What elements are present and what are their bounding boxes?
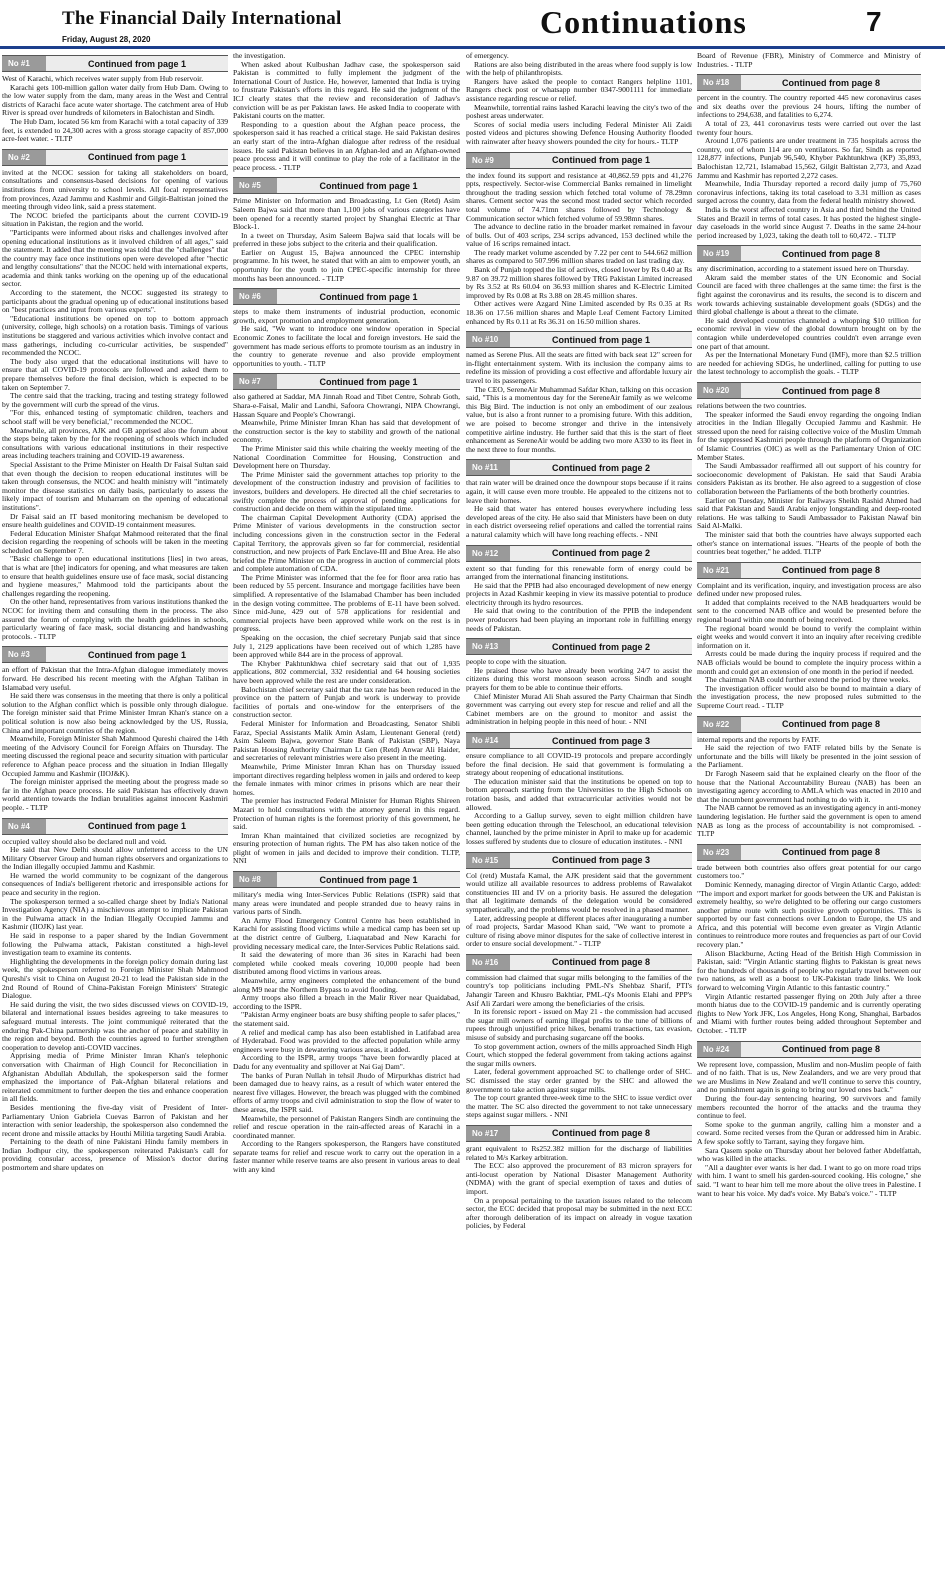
story-paragraph: percent in the country. The country reported 445 new coronavirus cases and six deaths over the previous 24 hours, lifting the number of infections to 294,638, and fatalities to 6,274. — [697, 93, 921, 120]
story-paragraph: "Pakistan Army engineer boats are busy shifting people to safer places," the statement said. — [233, 1010, 460, 1028]
section-title: Continuations — [540, 4, 747, 40]
story-paragraph: He said during the visit, the two sides discussed views on COVID-19, bilateral and international issues besides agreeing to take measures to safeguard mutual interests. The joint communiqué reiterated that the enduring Pak-China partnership was the anchor of peace and stability in the region and beyond. Both the countries agreed to further strengthen cooperation to develop anti-COVID vaccines. — [2, 999, 228, 1052]
continuation-header — [466, 732, 692, 749]
continued-from-label: Continued from page 8 — [781, 77, 880, 88]
story-paragraph: relations between the two countries. — [697, 401, 807, 410]
story-paragraph: The NCOC briefed the participants about the current COVID-19 situation in Pakistan, the region and the world. — [2, 210, 228, 229]
story-paragraph: The regional board would be bound to verify the complaint within eight weeks and would convert it into an inquiry after receiving credible information on it. — [697, 623, 921, 650]
story-paragraph: trade between both countries also offers great potential for our cargo customers too." — [697, 862, 921, 881]
story-paragraph: In a tweet on Thursday, Asim Saleem Bajwa said that locals will be preferred in these jobs subject to the criteria and their qualification. — [233, 230, 460, 249]
story-paragraph: Alison Blackburne, Acting Head of the British High Commission in Pakistan, said: "Virgin Atlantic starting flights to Pakistan is great news for the hundreds of thousands of people who regularly travel between our two nations, as well as a boost to UK-Pakistan trade links. We look forward to welcoming Virgin Atlantic to this fantastic country." — [697, 948, 921, 993]
story-4-continued — [233, 52, 460, 172]
story-paragraph: Meanwhile, the personnel of Pakistan Rangers Sindh are continuing the relief and rescue operation in the rain-affected areas of Karachi in a coordinated manner. — [233, 1113, 460, 1140]
story-paragraph: "For this, enhanced testing of symptomatic children, teachers and school staff will be very beneficial," recommended the NCOC. — [2, 408, 228, 426]
continuation-header — [466, 954, 692, 971]
story-number-tag: No #23 — [697, 845, 741, 860]
continued-from-label: Continued from page 2 — [551, 641, 650, 652]
continuation-header — [466, 459, 692, 476]
story-paragraph: India is the worst affected country in Asia and third behind the United States and Brazil in terms of total cases. It has posted the highest single-day caseloads in the world since August 7. Deaths in the same 24-hour period increased by 1,023, taking the death toll to 60,472. - TLTP — [697, 204, 921, 240]
column-1 — [2, 52, 228, 1582]
story-6 — [233, 288, 460, 368]
story-paragraph: Around 1,076 patients are under treatment in 735 hospitals across the country, out of whom 114 are on ventilators. So far, Sindh as reported 128,877 infections, Punjab 96,540, Khyber Pakhtunkhwa (KP) 35,893, Balochistan 12,721, Islamabad 15,562, Gilgit Baltistan 2,773, and Azad Jammu and Kashmir has reported 2,272 cases. — [697, 136, 921, 180]
story-23 — [697, 844, 921, 1036]
masthead — [0, 0, 945, 50]
story-paragraph: The foreign minister apprised the meeting about the progress made so far in the Afghan peace process. He said Pakistan has effectively drawn world attention towards the Indian brutalities against innocent Kashmiri people. - TLTP — [2, 777, 228, 812]
story-paragraph: Dr Faisal said an IT based monitoring mechanism be developed to ensure health guidelines and COVID-19 containment measures. — [2, 511, 228, 530]
story-paragraph: He said that water has entered houses everywhere including less developed areas of the city. He also said that Ministers have been on duty in each district overseeing relief operations and called the torrential rains a natural calamity which will have long reaching effects. - NNI — [466, 504, 692, 539]
story-paragraph: Meanwhile, Prime Minister Imran Khan has on Thursday issued important directives regarding helpless women in jails and ordered to keep the female inmates with minor crimes in prisons which are near their homes. — [233, 761, 460, 797]
story-number-tag: No #13 — [466, 639, 510, 654]
continuation-header — [697, 382, 921, 399]
story-paragraph: Meanwhile, India Thursday reported a record daily jump of 75,760 coronavirus infections, taking its total caseload to 3.31 million as cases surged across the country, data from the federal health ministry showed. — [697, 179, 921, 206]
continuation-header — [466, 852, 692, 869]
story-paragraph: "Participants were informed about risks and challenges involved after opening educational institutions as it involved children of all ages," said the statement. It added that the meeting was told that the "challenges" that the country may face once institutions open were developed after "hectic and lengthy consultations" that the NCOC held with international experts, academia and think tanks working on the opening up of the educational sector. — [2, 227, 228, 289]
story-paragraph: Chief Minister Murad Ali Shah assured the Party Chairman that Sindh government was carrying out every step for rescue and relief and all the Cabinet members are on the ground to monitor and assist the administration in helping people in this need of hour. - NNI — [466, 691, 692, 727]
column-3 — [466, 52, 692, 1582]
continued-from-label: Continued from page 1 — [87, 821, 186, 831]
story-paragraph: A total of 23, 441 coronavirus tests were carried out over the last twenty four hours. — [697, 118, 921, 137]
story-9 — [466, 152, 692, 327]
story-paragraph: The minister said that both the countries have always supported each other's stance on international issues. "Hearts of the people of both the countries beat together," he added. TLTP — [697, 529, 921, 557]
story-paragraph: Apprising media of Prime Minister Imran Khan's telephonic conversation with Chairman of High Council for Reconciliation in Afghanistan Abdullah Abdullah, the spokesperson said the former emphasized the importance of Pak-Afghan bilateral relations and reiterated commitment to further deepen the ties and enhance cooperation in all fields. — [2, 1051, 228, 1104]
story-12 — [466, 545, 692, 634]
continued-from-label: Continued from page 8 — [781, 847, 880, 858]
story-paragraph: The NAB cannot be removed as an investigating agency in anti-money laundering legislation. He further said the government is open to amend NAB as long as the process of accountability is not compromised. - TLTP — [697, 803, 921, 839]
continuation-header — [233, 288, 460, 305]
story-24 — [697, 1041, 921, 1199]
story-paragraph: He said there was consensus in the meeting that there is only a political solution to the Afghan conflict which is possible only through dialogue. The foreign minister said that Prime Minister Imran Khan's stance on a political solution is now also being acknowledged by the US, Russia, China and important countries of the region. — [2, 691, 228, 735]
story-19 — [697, 245, 921, 377]
story-number-tag: No #11 — [466, 460, 510, 475]
issue-date: Friday, August 28, 2020 — [62, 35, 151, 44]
story-paragraph: Meanwhile, torrential rains lashed Karachi leaving the city's two of the poshest areas underwater. — [466, 102, 692, 121]
story-paragraph: The education minister said that the institutions be opened on top to bottom approach starting from the Universities to the High Schools on rotation basis, and added that extracurricular activities would not be allowed. — [466, 776, 692, 812]
story-paragraph: Dr Farogh Naseem said that he explained clearly on the floor of the house that the National Accountability Bureau (NAB) has been an investigating agency according to AMLA which was enacted in 2010 and that the incumbent government had nothing to do with it. — [697, 768, 921, 804]
story-number-tag: No #7 — [233, 374, 277, 389]
story-paragraph: people to cope with the situation. — [466, 657, 567, 667]
paper-name: The Financial Daily International — [62, 8, 342, 29]
story-8 — [233, 871, 460, 1175]
story-paragraph: Akram said the member states of the UN Economic and Social Council are faced with three challenges at the same time: the first is the fight against the coronavirus and its results, the second is to discern and work towards achieving sustainable development goals (SDGs) and the third global challenge is about a threat to the climate. — [697, 272, 921, 317]
story-14 — [466, 732, 692, 847]
story-22 — [697, 716, 921, 839]
story-paragraph: Virgin Atlantic restarted passenger flying on 20th July after a three month hiatus due to the COVID-19 pandemic and is currently operating flights to New York JFK, Los Angeles, Hong Kong, Shanghai, Barbados and Miami with further routes being added throughout September and October. - TLTP — [697, 991, 921, 1035]
story-paragraph: He said that the PPIB had also encouraged development of new energy projects in Azad Kashmir keeping in view its massive potential to produce electricity through its hydro resources. — [466, 580, 692, 607]
story-paragraph: The ready market volume ascended by 7.22 per cent to 544.662 million shares as compared to 507.996 million shares traded on last trading day. — [466, 247, 692, 266]
story-number-tag: No #18 — [697, 75, 741, 90]
story-paragraph: To stop government action, owners of the mills approached Sindh High Court, which stopped the federal government from taking actions against the sugar mills owners. — [466, 1041, 692, 1068]
story-paragraph: Special Assistant to the Prime Minister on Health Dr Faisal Sultan said that even though the decision to reopen educational institutes will be taken through consensus, the NCOC and health ministry will "intimately monitor the disease statistics on daily basis, particularly to assess the likely impact of tourism and Muharram on the opening of educational institutions". — [2, 459, 228, 512]
story-number-tag: No #15 — [466, 853, 510, 868]
continuation-header — [466, 638, 692, 655]
story-paragraph: The Hub Dam, located 56 km from Karachi with a total capacity of 339 feet, is extended to 24,300 acres with a gross storage capacity of 857,000 acre-feet water. - TLTP — [2, 116, 228, 144]
story-paragraph: The body also urged that the educational institutions will have to ensure that all COVID-19 protocols are followed and asked them to prepare themselves before the final decision, which is expected to be taken on September 7. — [2, 356, 228, 392]
story-number-tag: No #1 — [2, 56, 46, 71]
story-paragraph: that rain water will be drained once the downpour stops because if it rains again, it will cause even more trouble. He appealed to the citizens not to leave their homes. — [466, 478, 692, 505]
story-number-tag: No #14 — [466, 733, 510, 748]
story-paragraph: Karachi gets 100-million gallon water daily from Hub Dam. Owing to the low water supply from the dam, many areas in the West and Central districts of Karachi face acute water shortage. The catchment area of Hub River is spread over hundreds of kilometers in Balochistan and Sindh. — [2, 82, 228, 118]
story-paragraph: the investigation. — [233, 52, 286, 60]
story-paragraph: military's media wing Inter-Services Public Relations (ISPR) said that many areas were inundated and people stranded due to heavy rains in various parts of Sindh. — [233, 890, 460, 917]
continued-from-label: Continued from page 1 — [87, 649, 186, 660]
story-paragraph: It added that complaints received to the NAB headquarters would be sent to the concerned NAB office and would be presented before the regional board within one month of being received. — [697, 597, 921, 625]
story-5 — [233, 177, 460, 283]
story-paragraph: occupied valley should also be declared null and void. — [2, 836, 167, 846]
story-paragraph: "Basic challenge to open educational institutions [lies] in two areas, that is what are [the] indicators for opening, and what measures are taken to ensure that health guidelines ensure use of face mask, social distancing and hygiene measures," Mahmood told the participants about the challenges regarding the reopening. — [2, 554, 228, 598]
continuation-header — [466, 331, 692, 348]
story-paragraph: Bank of Punjab topped the list of actives, closed lower by Rs 0.40 at Rs 9.87 on 39.72 million shares followed by TRG Pakistan Limited increased by Rs 3.52 at Rs 60.04 on 36.93 million shares and K-Electric Limited improved by Rs 0.08 at Rs 3.88 on 28.45 million shares. — [466, 265, 692, 300]
continued-from-label: Continued from page 8 — [781, 1044, 880, 1055]
story-paragraph: The chairman NAB could further extend the period by three weeks. — [705, 675, 911, 685]
story-paragraph: The Khyber Pakhtunkhwa chief secretary said that out of 1,935 applications, 802 commercial, 332 residential and 64 housing societies have been approved while the rest are under consideration. — [233, 658, 460, 685]
story-paragraph: The centre said that the tracking, tracing and testing strategy followed by the government will curb the spread of the virus. — [2, 391, 228, 409]
story-13 — [466, 638, 692, 727]
story-paragraph: Prime Minister on Information and Broadcasting, Lt Gen (Retd) Asim Saleem Bajwa said that more than 1,100 jobs of various categories have been opened for a recently started project by Shanghai Electric at Thar Block-1. — [233, 196, 460, 232]
continued-from-label: Continued from page 8 — [781, 719, 880, 730]
story-10 — [466, 331, 692, 454]
column-2 — [233, 52, 460, 1582]
story-paragraph: The premier has instructed Federal Minister for Human Rights Shireen Mazari to hold consultations with the attorney general in this regard. Protection of human rights is the foremost priority of this government, he said. — [233, 796, 460, 832]
story-paragraph: Army troops also filled a breach in the Malir River near Quaidabad, according to the ISPR. — [233, 993, 460, 1011]
article-columns — [0, 52, 945, 1582]
story-paragraph: According to the ISPR, army troops "have been forwardly placed at Dadu for any eventuality and spillover at Nai Gaj Dam". — [233, 1053, 460, 1071]
story-number-tag: No #5 — [233, 178, 277, 193]
story-paragraph: On the other hand, representatives from various institutions thanked the NCOC for inviting them and consulting them in the process. The also assured the forum of complying with the health guidelines in schools, particularly wearing of face mask, social distancing and handwashing protocols. - TLTP — [2, 597, 228, 641]
continued-from-label: Continued from page 8 — [781, 248, 880, 259]
story-paragraph: On a proposal pertaining to the taxation issues related to the telecom sector, the ECC decided that proposal may be submitted in the next ECC after thorough deliberation of its impact on already in vogue taxation policies, by Federal — [466, 1195, 692, 1231]
story-paragraph: Earlier on August 15, Bajwa announced the CPEC internship programme. In his tweet, he stated that with an aim to empower youth, an opportunity for the youth to join CPEC-specific internship for three months has been announced. - TLTP — [233, 247, 460, 283]
story-paragraph: Meanwhile, Foreign Minister Shah Mahmood Qureshi chaired the 14th meeting of the Advisory Council for Foreign Affairs on Thursday. The meeting discussed the regional peace and security situation with particular reference to Afghan peace process and the situation in Indian Illegally Occupied Jammu and Kashmir (IIOJ&K). — [2, 734, 228, 778]
story-paragraph: The Prime Minister was informed that the fee for floor area ratio has been reduced by 55 percent. Insurance and mortgage facilities have been simplified. A representative of the Islamabad Chamber has been included in the design voting committee. The problems of E-11 have been solved. Since mid-June, 429 out of 578 applications for residential and commercial projects have been approved while work on the rest is in progress. — [233, 572, 460, 634]
continuation-header — [697, 74, 921, 91]
story-paragraph: "All a daughter ever wants is her dad. I want to go on more road trips with him. I want to smell his garden-sourced cooking. His cologne," she said. "I want to hear him tell me more about the olive trees in Palestine. I want to hear his voice. My dad's voice. My Baba's voice." - TLTP — [697, 1162, 921, 1198]
page-number: 7 — [866, 6, 882, 37]
continuation-header — [233, 871, 460, 888]
story-number-tag: No #16 — [466, 955, 510, 970]
story-paragraph: Highlighting the developments in the foreign policy domain during last week, the spokesperson referred to Foreign Minister Shah Mahmood Qureshi's visit to China on August 20-21 to lead the Pakistan side in the 2nd Round of Round of China-Pakistan Foreign Ministers' Strategic Dialogue. — [2, 956, 228, 1001]
story-15 — [466, 852, 692, 949]
story-number-tag: No #20 — [697, 383, 741, 398]
story-paragraph: An Army Flood Emergency Control Centre has been established in Karachi for assisting flood victims while a medical camp has been set up at the district centre of Gulberg, Liaquatabad and New Karachi for providing necessary medical care, the Inter-Services Public Relations said. — [233, 915, 460, 951]
continued-from-label: Continued from page 3 — [551, 735, 650, 746]
continuation-header — [233, 373, 460, 390]
story-1 — [2, 55, 228, 144]
story-paragraph: The top court granted three-week time to the SHC to issue verdict over the matter. The SC also directed the government to not take unnecessary steps against sugar millers. - NNI — [466, 1093, 692, 1120]
story-paragraph: Scores of social media users including Federal Minister Ali Zaidi posted videos and pictures showing Defence Housing Authority flooded with rainwater after heavy showers pounded the city for hours.- TLTP — [466, 119, 692, 146]
story-paragraph: ensure compliance to all COVID-19 protocols and prepare accordingly before the final decision. He said that government is formulating a strategy about reopening of educational institutions. — [466, 751, 692, 778]
story-paragraph: When asked about Kulbushan Jadhav case, the spokesperson said Pakistan is committed to fully implement the judgment of the International Court of Justice. He, however, lamented that India is trying to frustrate Pakistan's efforts in this regard. He said the judgment of the ICJ clearly states that the review and reconsideration of Jadhav's conviction will be as per Pakistan laws. He asked India to cooperate with Pakistani courts on the matter. — [233, 59, 460, 121]
story-paragraph: Sara Qasem spoke on Thursday about her beloved father Abdelfattah, who was killed in the attacks. — [697, 1145, 921, 1164]
story-paragraph: the index found its support and resistance at 40,862.59 ppts and 41,276 ppts, respectively. Sector-wise Commercial Banks remained in limelight throughout the trading session which fetched total volume of 78.29mn shares. Cement sector was the second most traded sector which recorded total volume of 74.71mn shares followed by Technology & Communication sector which fetched volume of 59.98mn shares. — [466, 170, 692, 223]
story-paragraph: He said that New Delhi should allow unfettered access to the UN Military Observer Group and human rights observers and organizations to the Indian illegally occupied Jammu and Kashmir. — [2, 845, 228, 872]
story-paragraph: He said developed countries channeled a whopping $10 trillion for economic revival in view of the global downturn brought on by the contagion while underdeveloped countries couldn't even arrange even one part of that amount. — [697, 315, 921, 351]
story-paragraph: Imran Khan maintained that civilized societies are recognized by ensuring protection of human rights. The PM has also taken notice of the plight of women in jails and decided to improve their condition. TLTP, NNI — [233, 830, 460, 866]
continuation-header — [233, 177, 460, 194]
story-number-tag: No #6 — [233, 289, 277, 304]
story-paragraph: any discrimination, according to a statement issued here on Thursday. — [697, 264, 909, 274]
story-8-continued — [466, 52, 692, 147]
continuation-header — [466, 545, 692, 562]
story-paragraph: It said the dewatering of more than 36 sites in Karachi had been completed while cooked meals covering 10,000 people had been distributed among flood victims in various areas. — [233, 950, 460, 977]
story-paragraph: Later, addressing people at different places after inaugurating a number of road projects, Sardar Masood Khan said, "We want to promote a culture of rising above minor disputes for the sake of collective interest in order to ensure social development." - TLTP — [466, 913, 692, 949]
story-paragraph: invited at the NCOC session for taking all stakeholders on board, consultations and consensus-based decisions for opening of various institutions from university to school levels. All focal representatives from provinces, Azad Jammu and Kashmir and Gilgit-Baltistan joined the meeting through video link, said a press statement. — [2, 167, 228, 212]
story-4 — [2, 818, 228, 1173]
story-number-tag: No #22 — [697, 717, 741, 732]
story-paragraph: Meanwhile, Prime Minister Imran Khan has said that development of the construction sector is the key to stability and growth of the national economy. — [233, 418, 460, 445]
continued-from-label: Continued from page 1 — [551, 334, 650, 345]
story-paragraph: Federal Education Minister Shafqat Mahmood reiterated that the final decision regarding the reopening of schools will be taken in the meeting scheduled on September 7. — [2, 528, 228, 555]
story-paragraph: an effort of Pakistan that the Intra-Afghan dialogue immediately moves forward. He described his recent meeting with the Afghan Taliban in Islamabad very useful. — [2, 665, 228, 692]
story-paragraph: Rangers have asked the people to contact Rangers helpline 1101, Rangers check post or whatsapp number 0347-9001111 for immediate assistance regarding rescue or relief. — [466, 76, 692, 103]
story-paragraph: The speaker informed the Saudi envoy regarding the ongoing Indian atrocities in the Indian Illegally Occupied Jammu and Kashmir. He stressed upon the need for raising collective voice of the Muslim Ummah for the suppressed Kashmiri people through the platform of Organization of Islamic Countries (OIC) as well as the Parliamentary Union of OIC Member States. — [697, 409, 921, 462]
story-paragraph: He warned the world community to be cognizant of the dangerous consequences of India's belligerent rhetoric and irresponsible actions for peace and security in the region. — [2, 870, 228, 898]
story-paragraph: According to the statement, the NCOC suggested its strategy to participants about the gradual opening up of educational institutions based on "best practices and input from various experts". — [2, 288, 228, 315]
story-number-tag: No #4 — [2, 819, 46, 834]
story-18 — [697, 74, 921, 240]
story-paragraph: The Saudi Ambassador reaffirmed all out support of his country for socioeconomic development of Pakistan. He said that Saudi Arabia considers Pakistan as its brother. He also agreed to a suggestion of close collaboration between the Parliaments of the both brotherly countries. — [697, 461, 921, 496]
story-number-tag: No #12 — [466, 546, 510, 561]
story-paragraph: Federal Minister for Information and Broadcasting, Senator Shibli Faraz, Special Assistants Malik Amin Aslam, Lieutenant General (retd) Asim Saleem Bajwa, governor State Bank of Pakistan (SBP), Naya Pakistan Housing Authority Chairman Lt Gen (Retd) Anwar Ali Haider, and secretaries of relevant ministries were also present in the meeting. — [233, 718, 460, 763]
continued-from-label: Continued from page 1 — [87, 58, 186, 69]
continued-from-label: Continued from page 1 — [319, 291, 418, 302]
story-number-tag: No #24 — [697, 1042, 741, 1057]
story-number-tag: No #17 — [466, 1126, 510, 1141]
continued-from-label: Continued from page 1 — [319, 180, 418, 191]
story-paragraph: The Prime Minister said the government attaches top priority to the development of the construction industry and provision of facilities to investors, builders and developers. He directed all the chief secretaries to swiftly complete the process of approval of pending applications for construction and decide on them within the stipulated time. — [233, 469, 460, 514]
continued-from-label: Continued from page 1 — [551, 155, 650, 166]
story-paragraph: Rations are also being distributed in the areas where food supply is low with the help of philanthropists. — [466, 59, 692, 78]
continued-from-label: Continued from page 8 — [781, 385, 880, 396]
story-paragraph: commission had claimed that sugar mills belonging to the families of the country's top politicians including PML-N's Shehbaz Sharif, PTI's Jahangir Tareen and Khusro Bakhtiar, PML-Q's Moonis Elahi and PPP's Asif Ali Zardari were among the beneficiaries of the crisis. — [466, 972, 692, 1008]
masthead-rule — [0, 46, 945, 49]
story-paragraph: Meanwhile, all provinces, AJK and GB apprised also the forum about the steps being taken by the for the reopening of schools which included consultations with various educational institutions in their respective areas including teachers training and COVID-19 awareness. — [2, 425, 228, 461]
story-paragraph: We represent love, compassion, Muslim and non-Muslim people of faith and of no faith. That is us, New Zealanders, and we are very proud that we are Muslims in New Zealand and we'll continue to serve this country, and no punishment again is going to bring our loved ones back." — [697, 1059, 921, 1095]
story-20 — [697, 382, 921, 557]
story-paragraph: The investigation officer would also be bound to maintain a diary of the investigation process, the new proposed rules submitted to the Supreme Court read. - TLTP — [697, 683, 921, 710]
story-paragraph: The CEO, SereneAir Muhammad Safdar Khan, talking on this occasion said, "This is a momentous day for the SereneAir family as we welcome this Big Bird. The induction is not only an embodiment of our zealous value, but is also a front runner to a promising future. With this addition, we are poised to become stronger and thrive in the intensively competitive airline industry. He further said that this is the start of fleet enhancement as SereneAir would be adding two more A330 to its fleet in the next three to four months. — [466, 384, 692, 454]
continued-from-label: Continued from page 1 — [87, 152, 186, 163]
continued-from-label: Continued from page 8 — [551, 957, 650, 968]
story-paragraph: The chairman Capital Development Authority (CDA) apprised the Prime Minister of various developments in the construction sector including concessions given in the construction sector in the Federal Capital Territory, the approvals given so far for commercial, residential construction, and new projects of Park Enclave-III and Blue Area. He also briefed the Prime Minister on the progress in auction of commercial plots and complete automation of CDA. — [233, 512, 460, 574]
story-paragraph: Balochistan chief secretary said that the tax rate has been reduced in the province on the pattern of Punjab and work is underway to provide facilities of portals and one-window for the enterprisers of the construction sector. — [233, 684, 460, 720]
story-paragraph: Responding to a question about the Afghan peace process, the spokesperson said it has reached a critical stage. He said Pakistan desires an early start of the intra-Afghan dialogue after redress of the residual issues. He said Pakistan believes in an Afghan-led and an Afghan-owned peace process and it will continue to play the role of a facilitator in the peace process. - TLTP — [233, 119, 460, 172]
story-paragraph: extent so that funding for this renewable form of energy could be arranged from the international financing institutions. — [466, 563, 692, 582]
story-paragraph: Complaint and its verification, inquiry, and investigation process are also defined under new proposed rules. — [697, 580, 921, 599]
story-paragraph: The advance to decline ratio in the broader market remained in favour of bulls. Out of 403 scrips, 234 scrips advanced, 153 declined while the value of 16 scrips remained intact. — [466, 222, 692, 249]
story-number-tag: No #2 — [2, 150, 46, 165]
story-paragraph: The spokesperson termed a so-called charge sheet by India's National Investigation Agency (NIA) a mischievous attempt to implicate Pakistan in the Pulwama attack in the Indian Illegally Occupied Jammu and Kashmir (IIOJK) last year. — [2, 896, 228, 932]
story-paragraph: Col (retd) Mustafa Kamal, the AJK president said that the government would utilize all available resources to address problems of Rawalakot constituencies III and IV on a priority basis. He assured the delegation that all legitimate demands of the delegation would be considered sympathetically, and the problems would be resolved in a phased manner. — [466, 870, 692, 914]
continued-from-label: Continued from page 1 — [319, 874, 418, 885]
story-paragraph: of emergency. — [466, 52, 509, 60]
continuation-header — [697, 844, 921, 861]
continued-from-label: Continued from page 2 — [551, 548, 650, 558]
story-paragraph: A relief and medical camp has also been established in Latifabad area of Hyderabad. Food was provided to the affected population while army engineers were busy in dewatering various areas, it added. — [233, 1027, 460, 1054]
continuation-header — [2, 818, 228, 835]
story-paragraph: Later, federal government approached SC to challenge order of SHC. SC dismissed the stay order granted by the SHC and allowed the government to take action against sugar mills. — [466, 1067, 692, 1094]
story-17-continued — [697, 52, 921, 69]
story-paragraph: In its forensic report - issued on May 21 - the commission had accused the sugar mill owners of earning illegal profits to the tune of billions of rupees through unjustified price hikes, benami transactions, tax evasion, misuse of subsidy and purchasing sugarcane off the books. — [466, 1007, 692, 1043]
story-paragraph: internal reports and the reports by FATF. — [697, 734, 821, 744]
story-paragraph: Besides mentioning the five-day visit of President of Inter-Parliamentary Union Gabriela Cuevas Barron of Pakistan and her interaction with senior leadership, the spokesperson also condemned the recent drone and missile attacks by Houthi Militia targeting Saudi Arabia. — [2, 1102, 228, 1138]
story-paragraph: Meanwhile, army engineers completed the enhancement of the bund along M9 near the Northern Bypass to avoid flooding. — [233, 976, 460, 994]
story-paragraph: Other actives were Azgard Nine Limited ascended by Rs 0.35 at Rs 18.36 on 17.56 million shares and Maple Leaf Cement Factory Limited enhanced by Rs 0.11 at Rs 36.31 on 16.50 million shares. — [466, 299, 692, 326]
story-paragraph: grant equivalent to Rs252.382 million for the discharge of liabilities related to M/s Karkey arbitration. — [466, 1143, 692, 1162]
continuation-header — [2, 646, 228, 663]
story-number-tag: No #10 — [466, 332, 510, 347]
continuation-header — [697, 245, 921, 262]
story-number-tag: No #21 — [697, 563, 741, 578]
story-21 — [697, 562, 921, 711]
story-paragraph: Board of Revenue (FBR), Ministry of Commerce and Ministry of Industries. - TLTP — [697, 52, 921, 69]
story-paragraph: According to a Gallup survey, seven to eight million children have been getting education through the Teleschool, an educational television channel, launched by the prime minister in April to make up for academic losses suffered by students due to closure of education institutes. - NNI — [466, 811, 692, 846]
story-2 — [2, 149, 228, 642]
story-number-tag: No #8 — [233, 872, 277, 887]
continuation-header — [697, 1041, 921, 1058]
continued-from-label: Continued from page 1 — [319, 376, 418, 387]
story-paragraph: During the four-day sentencing hearing, 90 survivors and family members recounted the horror of the attacks and the trauma they continue to feel. — [697, 1093, 921, 1121]
story-paragraph: He said the rejection of two FATF related bills by the Senate is unfortunate and the bills will likely be presented in the joint session of the Parliament. — [697, 743, 921, 770]
column-4 — [697, 52, 921, 1582]
story-paragraph: According to the Rangers spokesperson, the Rangers have constituted separate teams for relief and rescue work to carry out the operation in a faster manner while reserve teams are also present in various areas to deal with any kind — [233, 1139, 460, 1175]
story-paragraph: Arrests could be made during the inquiry process if required and the NAB officials would be bound to complete the inquiry process within a month and could get an extension of one month in the period if needed. — [697, 649, 921, 676]
continued-from-label: Continued from page 8 — [551, 1128, 650, 1139]
story-paragraph: Speaking on the occasion, the chief secretary Punjab said that since July 1, 2129 applications have been received out of which 1,285 have been approved while 844 are in the process of approval. — [233, 633, 460, 660]
story-3 — [2, 646, 228, 812]
story-7 — [233, 373, 460, 866]
story-16 — [466, 954, 692, 1120]
continuation-header — [697, 716, 921, 733]
story-17 — [466, 1125, 692, 1231]
story-paragraph: Some spoke to the gunman angrily, calling him a monster and a coward. Some recited verses from the Quran or addressed him in Arabic. A few spoke softly to Tarrant, saying they forgave him. — [697, 1119, 921, 1146]
story-paragraph: Dominic Kennedy, managing director of Virgin Atlantic Cargo, added: "The import and export market for goods between the UK and Pakistan is extremely healthy, so we're delighted to be offering our cargo customers another prime route with such positive growth opportunities. This is supported by our fast connections over London to Europe, the US and Africa, and this potential will become even greater as Virgin Atlantic continues to reintroduce more routes and frequencies as part of our Covid recovery plan." — [697, 879, 921, 950]
story-paragraph: He said in response to a paper shared by the Indian Government following the Pulwama attack, Pakistan constituted a high-level investigation team to examine its contents. — [2, 931, 228, 958]
story-paragraph: also gathered at Saddar, MA Jinnah Road and Tibet Centre, Sohrab Goth, Shara-e-Faisal, Malir and Landhi, Safoora Chowrangi, NIPA Chowrangi, Hassan Square and People's Chowrangi. — [233, 392, 460, 419]
continued-from-label: Continued from page 2 — [551, 462, 650, 473]
story-paragraph: He said, "We want to introduce one window operation in Special Economic Zones to facilitate the local and foreign investors. He said the government has made serious efforts to promote tourism as an industry in the country to generate revenue and also provide employment opportunities to youth. - TLTP — [233, 324, 460, 368]
continuation-header — [2, 55, 228, 72]
story-paragraph: As per the International Monetary Fund (IMF), more than $2.5 trillion are needed for achieving SDGs, he underlined, calling for putting to use the latest technology to accomplish the goals. - TLTP — [697, 350, 921, 377]
continuation-header — [466, 1125, 692, 1142]
story-paragraph: Pertaining to the death of nine Pakistani Hindu family members in Indian Jodhpur city, the spokesperson reiterated Pakistan's call for providing consular access, presence of Mission's doctor during postmortem and share updates on — [2, 1137, 228, 1173]
story-number-tag: No #19 — [697, 246, 741, 261]
story-paragraph: West of Karachi, which receives water supply from Hub reservoir. — [2, 74, 204, 83]
story-paragraph: named as Serene Plus. All the seats are fitted with back seat 12" screen for in-flight entertainment system. With its inclusion the company aims to redefine its mission of providing a cost effective and affordable luxury air travel to its passengers. — [466, 350, 692, 385]
story-number-tag: No #3 — [2, 647, 46, 662]
story-paragraph: "Educational institutions be opened on top to bottom approach (university, college, high schools) on a rotation basis. Timings of various institutions be staggered and various activities which involve contact and mass gatherings, including co-curricular activities, be suspended" recommended the NCOC. — [2, 313, 228, 358]
story-paragraph: He praised those who have already been working 24/7 to assist the citizens during this worst monsoon season across Sindh and sought prayers for them to be able to continue their efforts. — [466, 665, 692, 693]
story-paragraph: The ECC also approved the procurement of 83 micron sprayers for anti-locust operation by National Disaster Management Authority (NDMA) with the grant of special exemption of taxes and duties of import. — [466, 1161, 692, 1196]
continuation-header — [466, 152, 692, 169]
story-paragraph: steps to make them instruments of industrial production, economic growth, export promotion and employment generation. — [233, 307, 460, 325]
continuation-header — [2, 149, 228, 166]
story-11 — [466, 459, 692, 539]
story-paragraph: The Prime Minister said this while chairing the weekly meeting of the National Coordination Committee for Housing, Construction and Development here on Thursday. — [233, 443, 460, 471]
story-number-tag: No #9 — [466, 153, 510, 168]
story-paragraph: The banks of Puran Nullah in tehsil Jhudo of Mirpurkhas district had been damaged due to heavy rains, as a result of which water entered the nearest five villages. However, the breach was plugged with the combined efforts of army troops and civil administration to stop the flow of water to these areas, the ISPR said. — [233, 1070, 460, 1114]
continued-from-label: Continued from page 3 — [551, 855, 650, 866]
continuation-header — [697, 562, 921, 579]
story-paragraph: Earlier on Tuesday, Minister for Railways Sheikh Rashid Ahmed had said that Pakistan and Saudi Arabia enjoy longstanding and deep-rooted relations. He was talking to Saudi Ambassador to Pakistan Nawaf bin Said Al-Malki. — [697, 495, 921, 531]
story-paragraph: He said that owing to the contribution of the PPIB the independent power producers had been playing an important role in fulfilling energy needs of Pakistan. — [466, 606, 692, 633]
continued-from-label: Continued from page 8 — [781, 565, 880, 576]
